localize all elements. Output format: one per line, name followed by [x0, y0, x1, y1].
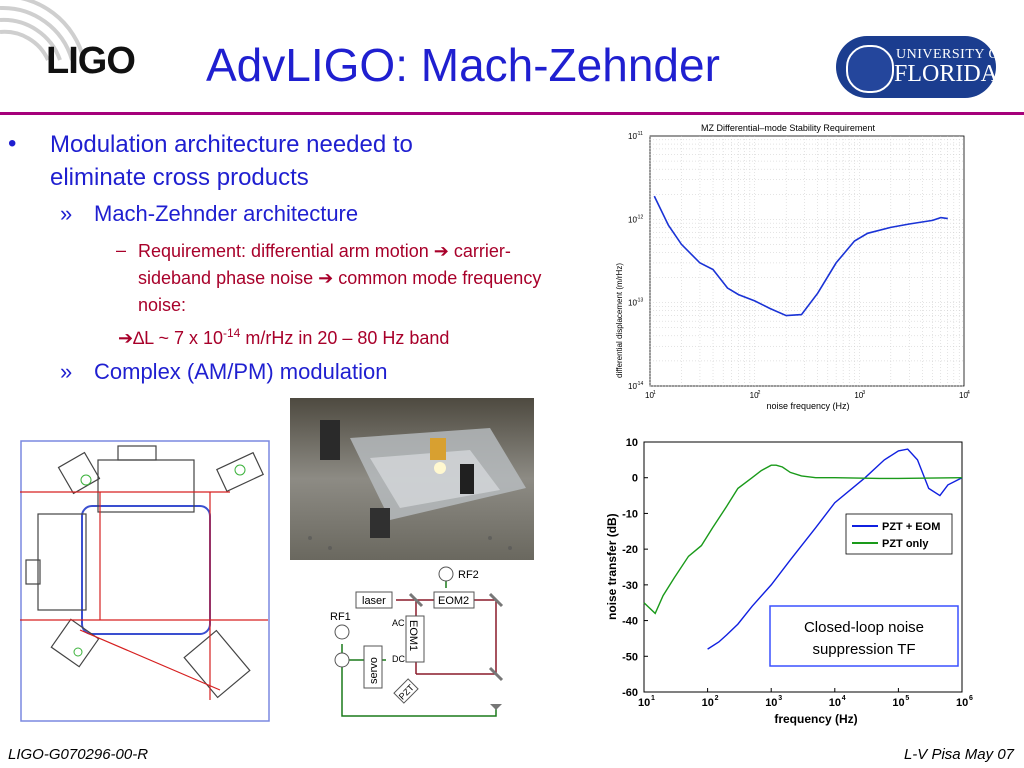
c1-x-tick-label: 10: [854, 391, 864, 400]
noise-transfer-chart: [600, 430, 990, 730]
c1-x-tick-exp: 4: [967, 390, 970, 396]
mach-zehnder-layout-drawing: [20, 440, 270, 722]
c2-x-tick-label: 10: [638, 697, 651, 709]
c1-ylabel: differential displacement (m/rHz): [615, 262, 624, 378]
c2-x-tick-exp: 4: [841, 695, 846, 702]
c1-xlabel: noise frequency (Hz): [766, 401, 850, 411]
c1-y-tick-exp: -14: [636, 381, 644, 387]
c2-y-tick-label: -10: [622, 508, 638, 521]
c2-x-tick-exp: 2: [714, 695, 719, 702]
c2-ylabel: noise transfer (dB): [605, 513, 619, 620]
delta-l-prefix: ➔∆L ~ 7 x 10: [118, 328, 223, 348]
c2-x-tick-label: 10: [956, 697, 969, 709]
pzt-label: PZT: [396, 682, 416, 702]
eom1-label: EOM1: [407, 620, 419, 652]
c2-y-tick-label: 0: [631, 472, 638, 485]
c2-y-tick-label: -40: [622, 615, 638, 628]
c2-x-tick-exp: 6: [969, 695, 973, 702]
rf2-label: RF2: [458, 569, 479, 581]
c1-y-tick-exp: -12: [636, 214, 644, 221]
uf-logo-line1: UNIVERSITY OF: [896, 47, 1008, 62]
uf-seal-icon: [846, 45, 894, 93]
footer-venue-date: L-V Pisa May 07: [903, 746, 1014, 763]
bullet-marker-3: –: [116, 240, 127, 260]
bullet-marker-2a: »: [60, 201, 73, 226]
c2-xlabel: frequency (Hz): [774, 712, 858, 726]
c1-y-tick-exp: -11: [636, 131, 643, 137]
university-of-florida-logo: [836, 36, 1008, 98]
c2-callout: [770, 606, 958, 666]
setup-photo: [290, 398, 534, 560]
delta-l-suffix: m/rHz in 20 – 80 Hz band: [240, 328, 450, 348]
c1-x-tick-label: 10: [645, 391, 654, 400]
legend-label-pzt-eom: PZT + EOM: [882, 521, 941, 533]
bullet-marker-2b: »: [60, 359, 73, 384]
bullet-complex-modulation: Complex (AM/PM) modulation: [94, 359, 388, 384]
stability-requirement-chart: [608, 118, 978, 414]
c1-x-tick-label: 10: [749, 391, 759, 400]
c2-legend: [846, 514, 952, 554]
ac-label: AC: [392, 618, 405, 628]
legend-label-pzt-only: PZT only: [882, 538, 929, 550]
c2-x-tick-label: 10: [765, 697, 778, 709]
c1-x-tick-exp: 2: [757, 390, 761, 396]
bullet-marker-1: •: [8, 130, 17, 157]
bullet-delta-l-spec: [118, 326, 449, 349]
dc-label: DC: [392, 654, 405, 664]
c1-title: MZ Differential–mode Stability Requirement: [701, 123, 875, 133]
c1-y-tick-label: 10: [628, 298, 637, 308]
rf2-source-icon: [439, 567, 453, 581]
ligo-logo-text: LIGO: [46, 40, 135, 82]
bullet-requirement: Requirement: differential arm motion ➔ carrier-sideband phase noise ➔ common mode frequency noise:: [138, 241, 542, 315]
c2-y-tick-label: -20: [622, 544, 638, 557]
c1-y-tick-label: 10: [628, 382, 637, 391]
callout-line2: suppression TF: [812, 641, 916, 658]
c1-x-tick-exp: 3: [862, 390, 866, 396]
rf1-source-icon: [335, 625, 349, 639]
c2-x-tick-exp: 3: [778, 695, 783, 702]
c2-x-tick-label: 10: [892, 697, 905, 709]
footer-doc-id: LIGO-G070296-00-R: [8, 746, 149, 763]
slide-title: AdvLIGO: Mach-Zehnder: [206, 39, 720, 91]
callout-line1: Closed-loop noise: [803, 619, 925, 636]
title-rule: [0, 112, 1024, 115]
bullet-mach-zehnder-architecture: Mach-Zehnder architecture: [94, 201, 359, 226]
optical-schematic: [326, 564, 522, 724]
c2-x-tick-label: 10: [828, 697, 842, 709]
c1-x-tick-label: 10: [959, 391, 968, 400]
delta-l-exponent: -14: [223, 326, 241, 340]
mixer-icon: [335, 653, 349, 667]
rf1-label: RF1: [330, 611, 351, 623]
c1-y-tick-label: 10: [628, 132, 637, 141]
c1-y-tick-label: 10: [628, 215, 637, 225]
c2-x-tick-exp: 1: [651, 695, 655, 702]
c2-y-tick-label: -30: [622, 579, 638, 592]
uf-logo-line2: FLORIDA: [894, 61, 999, 87]
c1-x-tick-exp: 1: [653, 390, 656, 396]
c2-y-tick-label: -60: [622, 687, 638, 699]
c2-x-tick-label: 10: [701, 697, 714, 709]
eom2-label: EOM2: [438, 595, 470, 607]
c2-x-tick-exp: 5: [905, 695, 910, 702]
laser-label: laser: [362, 595, 386, 607]
c2-y-tick-label: 10: [625, 437, 638, 449]
bullet-modulation-architecture: Modulation architecture needed to eliminate cross products: [50, 131, 413, 191]
c1-y-tick-exp: -13: [636, 297, 644, 304]
ligo-logo: [0, 0, 200, 112]
servo-label: servo: [368, 657, 380, 684]
c2-y-tick-label: -50: [622, 651, 638, 664]
